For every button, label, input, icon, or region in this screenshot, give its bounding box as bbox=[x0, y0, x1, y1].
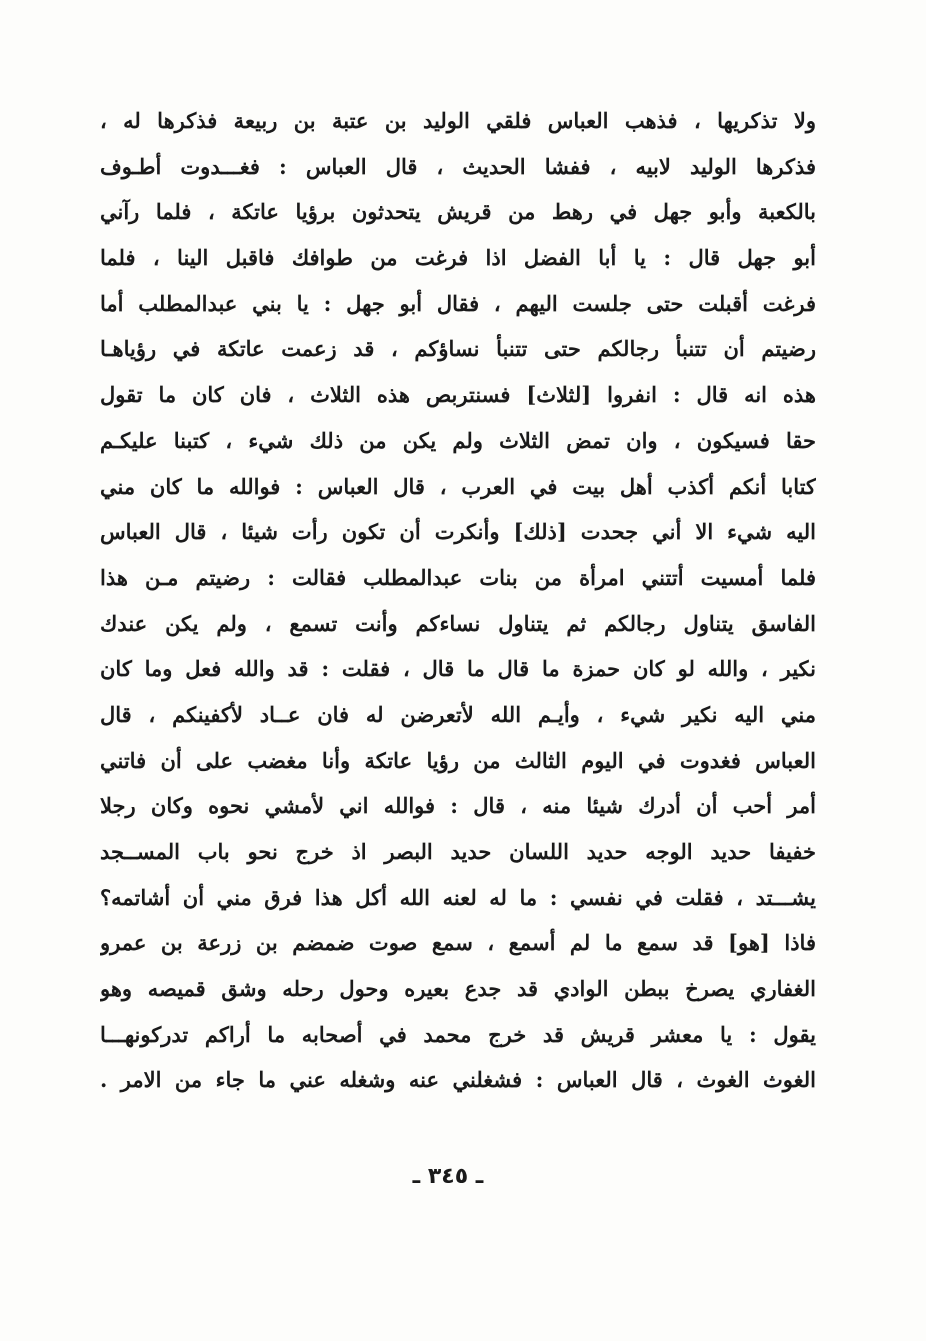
text-line: يقول : يا معشر قريش قد خرج محمد في أصحابه ما أراكم تدركونهـــا bbox=[100, 1021, 816, 1047]
text-line: فاذا [هو] قد سمع ما لم أسمع ، سمع صوت ضمضم بن زرعة بن عمرو bbox=[100, 930, 816, 956]
text-line: العباس فغدوت في اليوم الثالث من رؤيا عاتكة وأنا مغضب على أن فاتني bbox=[100, 747, 816, 773]
text-line: أبو جهل قال : يا أبا الفضل اذا فرغت من طوافك فاقبل الينا ، فلما bbox=[100, 245, 816, 271]
text-line: نكير ، والله لو كان حمزة ما قال ما قال ، فقلت : قد والله فعل وما كان bbox=[100, 656, 816, 682]
page-number: ـ ٣٤٥ ـ bbox=[412, 1164, 484, 1189]
text-line: الغوث الغوث ، قال العباس : فشغلني عنه وشغله عني ما جاء من الامر . bbox=[100, 1067, 816, 1093]
text-line: رضيتم أن تتنبأ رجالكم حتى تتنبأ نساؤكم ، قد زعمت عاتكة في رؤياهـا bbox=[100, 336, 816, 362]
text-line: ولا تذكريها ، فذهب العباس فلقي الوليد بن عتبة بن ربيعة فذكرها له ، bbox=[100, 108, 816, 133]
text-line: مني اليه نكير شيء ، وأيـم الله لأتعرضن له فان عــاد لأكفينكم ، قال bbox=[100, 701, 816, 727]
text-line: فرغت أقبلت حتى جلست اليهم ، فقال أبو جهل : يا بني عبدالمطلب أما bbox=[100, 290, 816, 316]
text-line: حقا فسيكون ، وان تمض الثلاث ولم يكن من ذلك شيء ، كتبنا عليكـم bbox=[100, 427, 816, 453]
text-line: الفاسق يتناول رجالكم ثم يتناول نساءكم وأنت تسمع ، ولم يكن عندك bbox=[100, 610, 816, 636]
text-line: أمر أحب أن أدرك شيئا منه ، قال : فوالله اني لأمشي نحوه وكان رجلا bbox=[100, 793, 816, 819]
text-line: بالكعبة وأبو جهل في رهط من قريش يتحدثون برؤيا عاتكة ، فلما رآني bbox=[100, 199, 816, 225]
text-line: خفيفا حديد الوجه حديد اللسان حديد البصر اذ خرج نحو باب المســجد bbox=[100, 839, 816, 864]
text-line: فلما أمسيت أتتني امرأة من بنات عبدالمطلب فقالت : رضيتم مـن هذا bbox=[100, 564, 816, 590]
text-line: يشـــتد ، فقلت في نفسي : ما له لعنه الله أكل هذا فرق مني أن أشاتمه؟ bbox=[100, 884, 816, 910]
text-line: الغفاري يصرخ ببطن الوادي قد جدع بعيره وحول رحله وشق قميصه وهو bbox=[100, 976, 816, 1002]
text-line: اليه شيء الا أني جحدت [ذلك] وأنكرت أن تكون رأت شيئا ، قال العباس bbox=[100, 519, 816, 545]
text-line: كتابا أنكم أكذب أهل بيت في العرب ، قال العباس : فوالله ما كان مني bbox=[100, 473, 816, 499]
text-line: فذكرها الوليد لابيه ، ففشا الحديث ، قال العباس : فغـــدوت أطـوف bbox=[100, 153, 816, 179]
body-text bbox=[100, 98, 816, 1103]
text-line: هذه انه قال : انفروا [لثلاث] فسنتربص هذه الثلاث ، فان كان ما تقول bbox=[100, 382, 816, 408]
